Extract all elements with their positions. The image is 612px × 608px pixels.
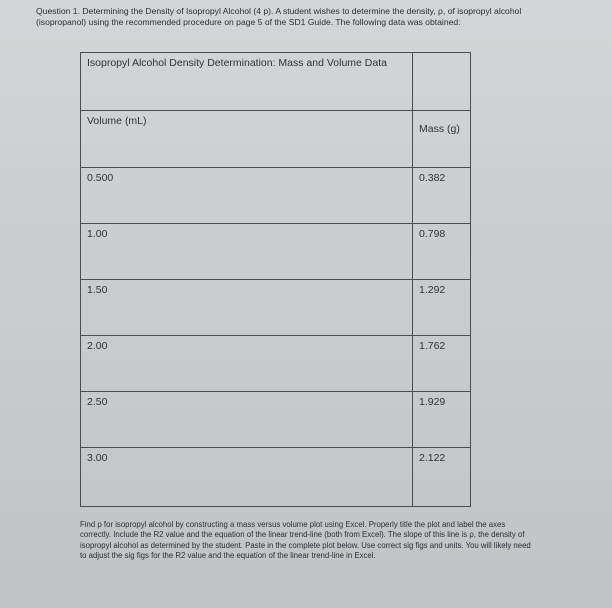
mass-cell: 0.798 [413,224,471,280]
volume-cell: 2.50 [81,392,413,448]
volume-cell: 1.50 [81,280,413,336]
table-title-empty-cell [413,53,471,111]
mass-cell: 0.382 [413,168,471,224]
table-row [81,336,471,392]
mass-cell: 1.292 [413,280,471,336]
volume-cell: 1.00 [81,224,413,280]
volume-header: Volume (mL) [81,111,413,168]
table-row [81,392,471,448]
table-row [81,168,471,224]
instructions-line-1: Find ρ for isopropyl alcohol by constructing a mass versus volume plot using Excel. Properly title the plot and label the axes [80,520,506,529]
instructions-line-2: correctly. Include the R2 value and the equation of the linear trend-line (both from Excel). The slope of this line is ρ, the density of [80,530,525,540]
question-line-1: Question 1. Determining the Density of Isopropyl Alcohol (4 p). A student wishes to determine the density, ρ, of isopropyl alcohol [36,6,522,16]
mass-cell: 1.929 [413,392,471,448]
mass-header: Mass (g) [413,111,471,168]
volume-cell: 0.500 [81,168,413,224]
volume-cell: 3.00 [81,448,413,507]
table-row [81,280,471,336]
table-row [81,224,471,280]
volume-cell: 2.00 [81,336,413,392]
instructions-line-3: isopropyl alcohol as determined by the student. Paste in the complete plot below. Use correct sig figs and units. You will likely need [80,540,531,550]
table-title: Isopropyl Alcohol Density Determination: Mass and Volume Data [81,53,413,111]
table-row [81,448,471,507]
question-line-2: (isopropanol) using the recommended procedure on page 5 of the SD1 Guide. The following data was obtained: [36,17,461,27]
question-text [36,6,602,28]
table-title-row [81,53,471,111]
mass-cell: 2.122 [413,448,471,507]
instructions-text [80,520,600,562]
mass-cell: 1.762 [413,336,471,392]
instructions-line-4: to adjust the sig figs for the R2 value and the equation of the linear trend-line in Excel. [80,551,376,561]
table-header-row [81,111,471,168]
density-data-table [80,52,471,507]
